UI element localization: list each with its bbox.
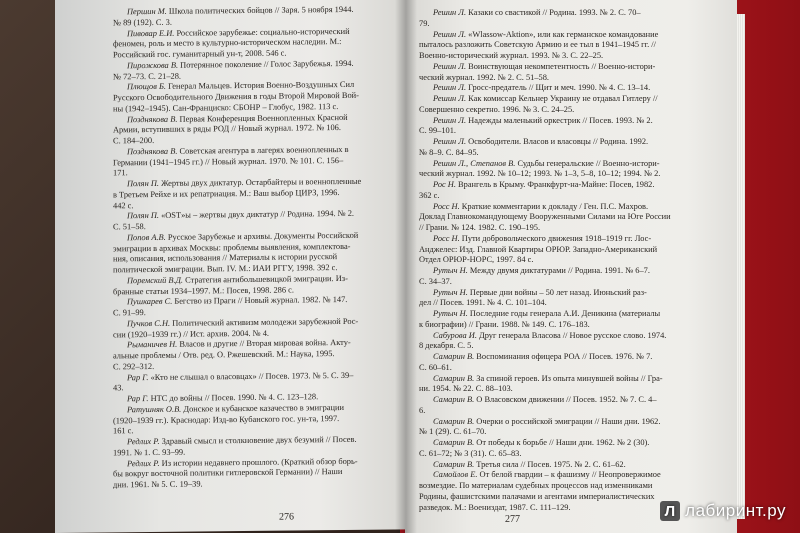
author-name: Росс Н. [433,201,460,211]
text-line [419,116,731,127]
left-page [55,0,407,533]
author-name: Решин Л. [433,94,467,103]
entry-text: Российский гос. гуманитарный ун-т, 2008. 546 с. [113,48,287,60]
author-name: Позднякова В. [127,146,178,156]
text-line [419,40,731,51]
text-line [419,277,731,288]
author-name: Решин Л. [433,8,467,17]
text-line [419,406,731,417]
entry-text: Политический активизм молодежи зарубежной Рос- [170,316,359,328]
text-line [419,363,731,374]
text-line [419,320,731,331]
entry-text: № 72–73. С. 21–28. [113,71,182,81]
author-name: Позднякова В. [127,114,178,124]
author-name: Рутыч Н. [433,287,468,297]
author-name: Самойлов Е. [433,470,478,480]
text-line [419,417,731,428]
text-line [419,212,731,223]
entry-text: № 1 (29). С. 61–70. [419,427,487,437]
entry-text: ны (1942–1945). Сан-Франциско: СБОНР – Глобус, 1982. 113 с. [113,101,339,114]
author-name: Полян П. [127,178,159,189]
text-line [419,298,731,309]
author-name: Пирожкова В. [127,60,179,70]
author-name: Рутыч Н. [433,266,468,275]
entry-text: Бегство из Праги // Новый журнал. 1982. № 147. [172,295,348,307]
watermark-text: лабиринт.ру [685,501,786,520]
text-line [419,126,731,137]
watermark [660,501,786,521]
text-line [419,374,731,385]
entry-text: ния, описания, использования // Материалы к истории русской [113,252,338,264]
author-name: Пушкарев С. [127,297,173,307]
entry-text: С. 99–101. [419,126,456,136]
entry-text: Воинствующая некомпетентность // Военно-истори- [466,61,656,71]
entry-text: феномен, роль и место в культурно-историческом наследии. М.: [113,37,342,49]
right-page-number: 277 [505,514,520,525]
text-line [419,137,731,148]
entry-text: Отдел ОРЮР-НОРС, 1997. 84 с. [419,255,534,265]
entry-text: С. 292–312. [113,361,155,372]
entry-text: За спиной героев. Из опыта минувшей войны // Гра- [474,373,663,383]
author-name: Ратушняк О.В. [127,404,182,414]
entry-text: 442 с. [113,200,134,210]
entry-text: О Власовском движении // Посев. 1952. № 7. С. 4– [474,395,657,404]
text-line [419,159,731,170]
entry-text: 6. [419,405,426,415]
text-line [419,395,731,406]
entry-text: Власов и другие // Вторая мировая война. Акту- [177,338,351,349]
text-line [419,51,731,62]
entry-text: дни. 1961. № 5. С. 19–39. [113,479,203,490]
entry-text: Друг генерала Власова // Новое русское слово. 1974. [476,330,667,340]
entry-text: эмиграции в архивах Москвы: проблемы выявления, комплектова- [113,241,351,253]
entry-text: к биографии) // Грани. 1988. № 149. С. 176–183. [419,319,590,329]
author-name: Решин Л. [433,115,467,125]
text-line [419,470,731,481]
text-line [419,180,731,191]
author-name: Самарин В. [433,395,475,404]
entry-text: «Кто не слышал о власовцах» // Посев. 1973. № 5. С. 39– [148,370,354,382]
text-line [419,19,731,30]
entry-text: Из истории недавнего прошлого. (Краткий обзор борь- [159,456,358,468]
text-line [419,384,731,395]
entry-text: Германии (1941–1945 гг.) // Новый журнал. 1970. № 101. С. 156– [113,155,344,167]
author-name: Рутыч Н. [433,309,468,318]
author-name: Рар Г. [127,394,149,404]
author-name: Самарин В. [433,459,475,469]
entry-text: № 89 (192). С. 3. [113,17,172,28]
text-line [419,352,731,363]
entry-text: Анджелес: Изд. Главной Квартиры ОРЮР. Западно-Американский [419,244,658,254]
entry-text: С. 184–200. [113,135,155,146]
right-page [405,0,737,533]
text-line [419,30,731,41]
author-name: Самарин В. [433,373,475,383]
author-name: Редлих Р. [127,458,160,468]
author-name: Першин М. [127,6,167,17]
entry-text: дел // Посев. 1991. № 4. С. 101–104. [419,298,547,308]
author-name: Самарин В. [433,438,475,447]
entry-text: Освободители. Власов и власовцы // Родина. 1992. [466,137,649,146]
text-line [419,460,731,471]
entry-text: Судьбы генеральские // Военно-истори- [515,158,660,168]
entry-text: (1920–1939 гг.). Краснодар: Изд-во Кубанского гос. ун-та, 1997. [113,413,340,425]
entry-text: Доклад Главнокомандующему Вооруженными Силами на Юге России [419,212,671,222]
entry-text: С. 61–72; № 3 (31). С. 65–83. [419,448,522,458]
entry-text: сии (1920–1939 гг.) // Ист. архив. 2004. № 4. [113,328,269,339]
entry-text: Пути добровольческого движения 1918–1919 гг. Лос- [459,233,652,243]
author-name: Рос Н. [433,180,456,189]
author-name: Полян П. [127,211,159,221]
author-name: Самарин В. [433,352,475,361]
text-line [419,449,731,460]
author-name: Решин Л. [433,29,467,39]
left-page-number: 276 [279,511,294,523]
entry-text: 171. [113,168,128,178]
text-line [419,169,731,180]
author-name: Поремский В.Д. [127,275,184,285]
entry-text: № 8–9. С. 84–95. [419,147,479,157]
author-name: Пучков С.Н. [127,318,171,328]
entry-text: ческий журнал. 1992. № 10–12; 1993. № 1–3, 5–8, 10–12; 1994. № 2. [419,169,661,179]
labirint-logo-icon: Л [660,501,680,521]
text-line [419,94,731,105]
entry-text: НТС до войны // Посев. 1990. № 4. С. 123–128. [148,392,319,404]
text-line [419,427,731,438]
text-line [419,105,731,116]
entry-text: политической эмиграции. Вып. IV. М.: ИАИ РГГУ, 1998. 392 с. [113,263,338,275]
page-edges [737,14,745,519]
text-line [419,245,731,256]
text-line [419,288,731,299]
entry-text: ни. 1954. № 22. С. 88–103. [419,384,513,394]
entry-text: бранные статьи 1934–1997. М.: Посев, 1998. 286 с. [113,284,294,296]
entry-text: в Третьем Рейхе и их репатриация. М.: Ваш выбор ЦИРЗ, 1996. [113,187,340,200]
entry-text: 1991. № 1. С. 93–99. [113,447,186,458]
text-line [419,438,731,449]
entry-text: Совершенно секретно. 1996. № 3. С. 24–25. [419,104,575,114]
text-line [419,223,731,234]
entry-text: Советская агентура в лагерях военнопленных в [177,144,349,156]
entry-text: Первая Конференция Военнопленных Красной [177,112,348,124]
entry-text: От белой гвардии – к фашизму // Неопровержимое [477,470,661,480]
entry-text: Школа политических бойцов // Заря. 5 ноября 1944. [166,4,354,16]
text-line [419,83,731,94]
entry-text: Армии, вступивших в ряды РОД // Новый журнал. 1972. № 106. [113,123,341,135]
entry-text: «Wlassow-Aktion», или как германское командование [466,29,659,39]
entry-text: Русское Зарубежье и архивы. Документы Российской [165,230,359,242]
text-line [419,73,731,84]
entry-text: 362 с. [419,190,440,200]
text-line [419,62,731,73]
entry-text: С. 51–58. [113,222,146,232]
entry-text: Донское и кубанское казачество в эмиграции [181,402,344,414]
entry-text: Потерянное поколение // Голос Зарубежья. 1994. [178,58,354,70]
entry-text: Русского Освободительного Движения в годы Второй Мировой Вой- [113,90,359,103]
entry-text: Между двумя диктатурами // Родина. 1991. № 6–7. [467,266,650,275]
text-line [419,191,731,202]
entry-text: Последние годы генерала А.И. Деникина (материалы [467,309,661,318]
author-name: Сабурова И. [433,330,477,340]
entry-text: 8 декабря. С. 5. [419,341,474,351]
text-line [419,255,731,266]
author-name: Попов А.В. [127,232,166,242]
author-name: Самарин В. [433,416,475,426]
entry-text: С. 91–99. [113,308,146,318]
left-page-text [113,4,403,491]
entry-text: «OST»ы – жертвы двух диктатур // Родина. 1994. № 2. [158,209,355,221]
book-gutter [395,0,417,533]
right-page-text [419,8,731,513]
entry-text: Российское зарубежье: социально-исторический [174,26,350,38]
entry-text: Генерал Мальцев. История Военно-Воздушных Сил [165,80,355,92]
entry-text: разведок. М.: Воениздат, 1987. С. 111–129. [419,502,571,512]
entry-text: Военно-исторический журнал. 1993. № 3. С. 22–25. [419,51,604,60]
entry-text: Краткие комментарии к докладу / Ген. П.С. Махров. [459,201,649,211]
author-name: Решин Л., Степанов В. [433,158,516,168]
entry-text: Гросс-предатель // Щит и меч. 1990. № 4. С. 13–14. [466,83,651,93]
entry-text: Очерки о российской эмиграции // Наши дни. 1962. [474,416,661,426]
text-line [419,309,731,320]
text-line [419,266,731,277]
author-name: Редлих Р. [127,436,160,447]
author-name: Пивовар Е.И. [127,28,175,38]
entry-text: Стратегия антибольшевицкой эмиграции. Из- [183,273,348,285]
entry-text: бы вокруг восточной политики гитлеровской Германии) // Наши [113,467,343,479]
entry-text: Как комиссар Кельнер Украину не отдавал Гитлеру // [466,94,658,103]
author-name: Плющов Б. [127,82,166,92]
author-name: Рыманичев Н. [127,339,178,350]
entry-text: 161 с. [113,426,134,436]
entry-text: // Грани. № 124. 1982. С. 190–195. [419,223,541,232]
entry-text: Третья сила // Посев. 1975. № 2. С. 61–62. [474,459,626,469]
text-line [419,148,731,159]
text-line [419,8,731,19]
entry-text: ческий журнал. 1992. № 2. С. 51–58. [419,72,549,82]
author-name: Решин Л. [433,83,467,93]
entry-text: возмездие. По материалам судебных процессов над изменниками [419,481,653,490]
text-line [419,341,731,352]
author-name: Решин Л. [433,61,467,71]
entry-text: пыталось разложить Советскую Армию и ее тыл в 1941–1945 гг. // [419,40,656,50]
entry-text: альные проблемы / Отв. ред. О. Ржешевский. М.: Наука, 1995. [113,349,335,361]
entry-text: От победы к борьбе // Наши дни. 1962. № 2 (30). [474,438,650,447]
author-name: Рар Г. [127,372,149,382]
entry-text: Жертвы двух диктатур. Остарбайтеры и военнопленные [158,176,362,188]
entry-text: Надежды маленький оркестрик // Посев. 1993. № 2. [466,115,653,125]
entry-text: 79. [419,18,430,28]
entry-text: Первые дни войны – 50 лет назад. Июньский раз- [467,287,647,297]
text-line [419,234,731,245]
author-name: Росс Н. [433,233,460,243]
text-line [113,477,403,491]
author-name: Решин Л. [433,137,467,146]
entry-text: Врангель в Крыму. Франкфурт-на-Майне: Посев, 1982. [455,180,655,189]
entry-text: Здравый смысл и столкновение двух безумий // Посев. [159,434,357,446]
text-line [419,202,731,213]
entry-text: Воспоминания офицера РОА // Посев. 1976. № 7. [474,352,653,361]
entry-text: 43. [113,383,124,393]
entry-text: С. 34–37. [419,276,452,286]
entry-text: Родины, фашистскими палачами и агентами империалистических [419,491,655,501]
text-line [419,481,731,492]
text-line [419,331,731,342]
entry-text: С. 60–61. [419,362,452,372]
entry-text: Казаки со свастикой // Родина. 1993. № 2. С. 70– [466,8,641,17]
